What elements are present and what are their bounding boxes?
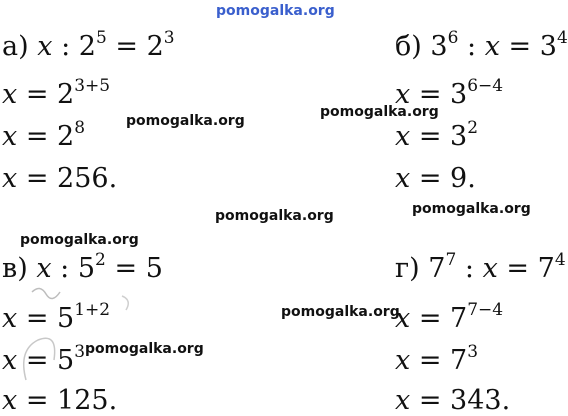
equals-sign: =: [418, 79, 442, 110]
variable-x: x: [482, 253, 498, 284]
equals-sign: =: [418, 121, 442, 152]
problem-d-step-1: [395, 300, 504, 334]
scribble-stroke: [32, 288, 60, 298]
equals-sign: =: [114, 253, 138, 284]
problem-a-answer: [2, 164, 117, 194]
watermark: pomogalka.org: [126, 113, 245, 129]
answer-value: 256.: [57, 163, 118, 194]
variable-x: x: [395, 303, 411, 334]
variable-x: x: [484, 31, 500, 62]
variable-x: x: [36, 253, 52, 284]
problem-c-label: в): [2, 253, 28, 284]
base: 7: [537, 253, 555, 284]
colon: :: [467, 31, 477, 62]
equals-sign: =: [25, 121, 49, 152]
exponent: 3: [467, 342, 479, 362]
exponent: 3+5: [74, 76, 111, 96]
problem-a-step-2: [2, 118, 86, 152]
exponent: 4: [556, 28, 568, 48]
watermark: pomogalka.org: [85, 341, 204, 357]
exponent: 4: [554, 250, 566, 270]
base: 2: [57, 79, 75, 110]
watermark-top: pomogalka.org: [216, 3, 335, 19]
watermark: pomogalka.org: [320, 104, 439, 120]
exponent: 2: [95, 250, 106, 270]
scribble-stroke: [122, 296, 128, 310]
equals-sign: =: [115, 31, 138, 62]
exponent: 2: [467, 118, 479, 138]
exponent: 3: [163, 28, 175, 48]
base: 5: [57, 345, 75, 376]
watermark: pomogalka.org: [281, 304, 400, 320]
problem-b-step-2: [395, 118, 479, 152]
exponent: 7−4: [467, 300, 504, 320]
problem-b-label: б): [395, 31, 422, 62]
problem-a-step-1: [2, 76, 111, 110]
equals-sign: =: [418, 385, 442, 416]
variable-x: x: [2, 79, 18, 110]
base: 3: [430, 31, 448, 62]
watermark: pomogalka.org: [412, 201, 531, 217]
equals-sign: =: [418, 303, 442, 334]
problem-c-answer: [2, 386, 117, 416]
base: 3: [450, 121, 468, 152]
variable-x: x: [2, 303, 18, 334]
pencil-scribble: [22, 262, 162, 382]
exponent: 6−4: [467, 76, 504, 96]
base: 7: [450, 345, 468, 376]
answer-value: 125.: [57, 385, 118, 416]
variable-x: x: [395, 385, 411, 416]
base: 5: [77, 253, 96, 284]
equals-sign: =: [418, 345, 442, 376]
variable-x: x: [37, 31, 53, 62]
exponent: 1+2: [74, 300, 111, 320]
problem-b-equation: [395, 28, 568, 62]
problem-a-label: а): [2, 31, 29, 62]
problem-b-answer: [395, 164, 476, 194]
exponent: 5: [95, 28, 107, 48]
base: 2: [57, 121, 75, 152]
exponent: 7: [445, 250, 457, 270]
problem-d-equation: [395, 250, 566, 284]
variable-x: x: [395, 163, 411, 194]
problem-d-step-2: [395, 342, 479, 376]
variable-x: x: [2, 163, 18, 194]
equals-sign: =: [506, 253, 530, 284]
variable-x: x: [2, 345, 18, 376]
exponent: 8: [74, 118, 86, 138]
exponent: 3: [74, 342, 86, 362]
variable-x: x: [2, 385, 18, 416]
problem-d-label: г): [395, 253, 420, 284]
base: 7: [428, 253, 446, 284]
answer-value: 9.: [450, 163, 476, 194]
equals-sign: =: [25, 303, 49, 334]
equals-sign: =: [25, 345, 49, 376]
equals-sign: =: [25, 385, 49, 416]
scribble-stroke: [24, 338, 55, 380]
problem-d-answer: [395, 386, 510, 416]
colon: :: [61, 31, 71, 62]
colon: :: [464, 253, 474, 284]
base: 2: [146, 31, 164, 62]
equals-sign: =: [418, 163, 442, 194]
equals-sign: =: [25, 163, 49, 194]
watermark: pomogalka.org: [20, 232, 139, 248]
variable-x: x: [395, 79, 411, 110]
base: 3: [450, 79, 468, 110]
equals-sign: =: [508, 31, 532, 62]
equals-sign: =: [25, 79, 49, 110]
variable-x: x: [2, 121, 18, 152]
base: 5: [57, 303, 75, 334]
right-hand-side: 5: [145, 253, 163, 284]
colon: :: [60, 253, 70, 284]
base: 2: [78, 31, 96, 62]
variable-x: x: [395, 345, 411, 376]
answer-value: 343.: [450, 385, 511, 416]
problem-a-equation: [2, 28, 175, 62]
variable-x: x: [395, 121, 411, 152]
watermark: pomogalka.org: [215, 208, 334, 224]
exponent: 6: [447, 28, 459, 48]
base: 3: [539, 31, 557, 62]
base: 7: [450, 303, 468, 334]
